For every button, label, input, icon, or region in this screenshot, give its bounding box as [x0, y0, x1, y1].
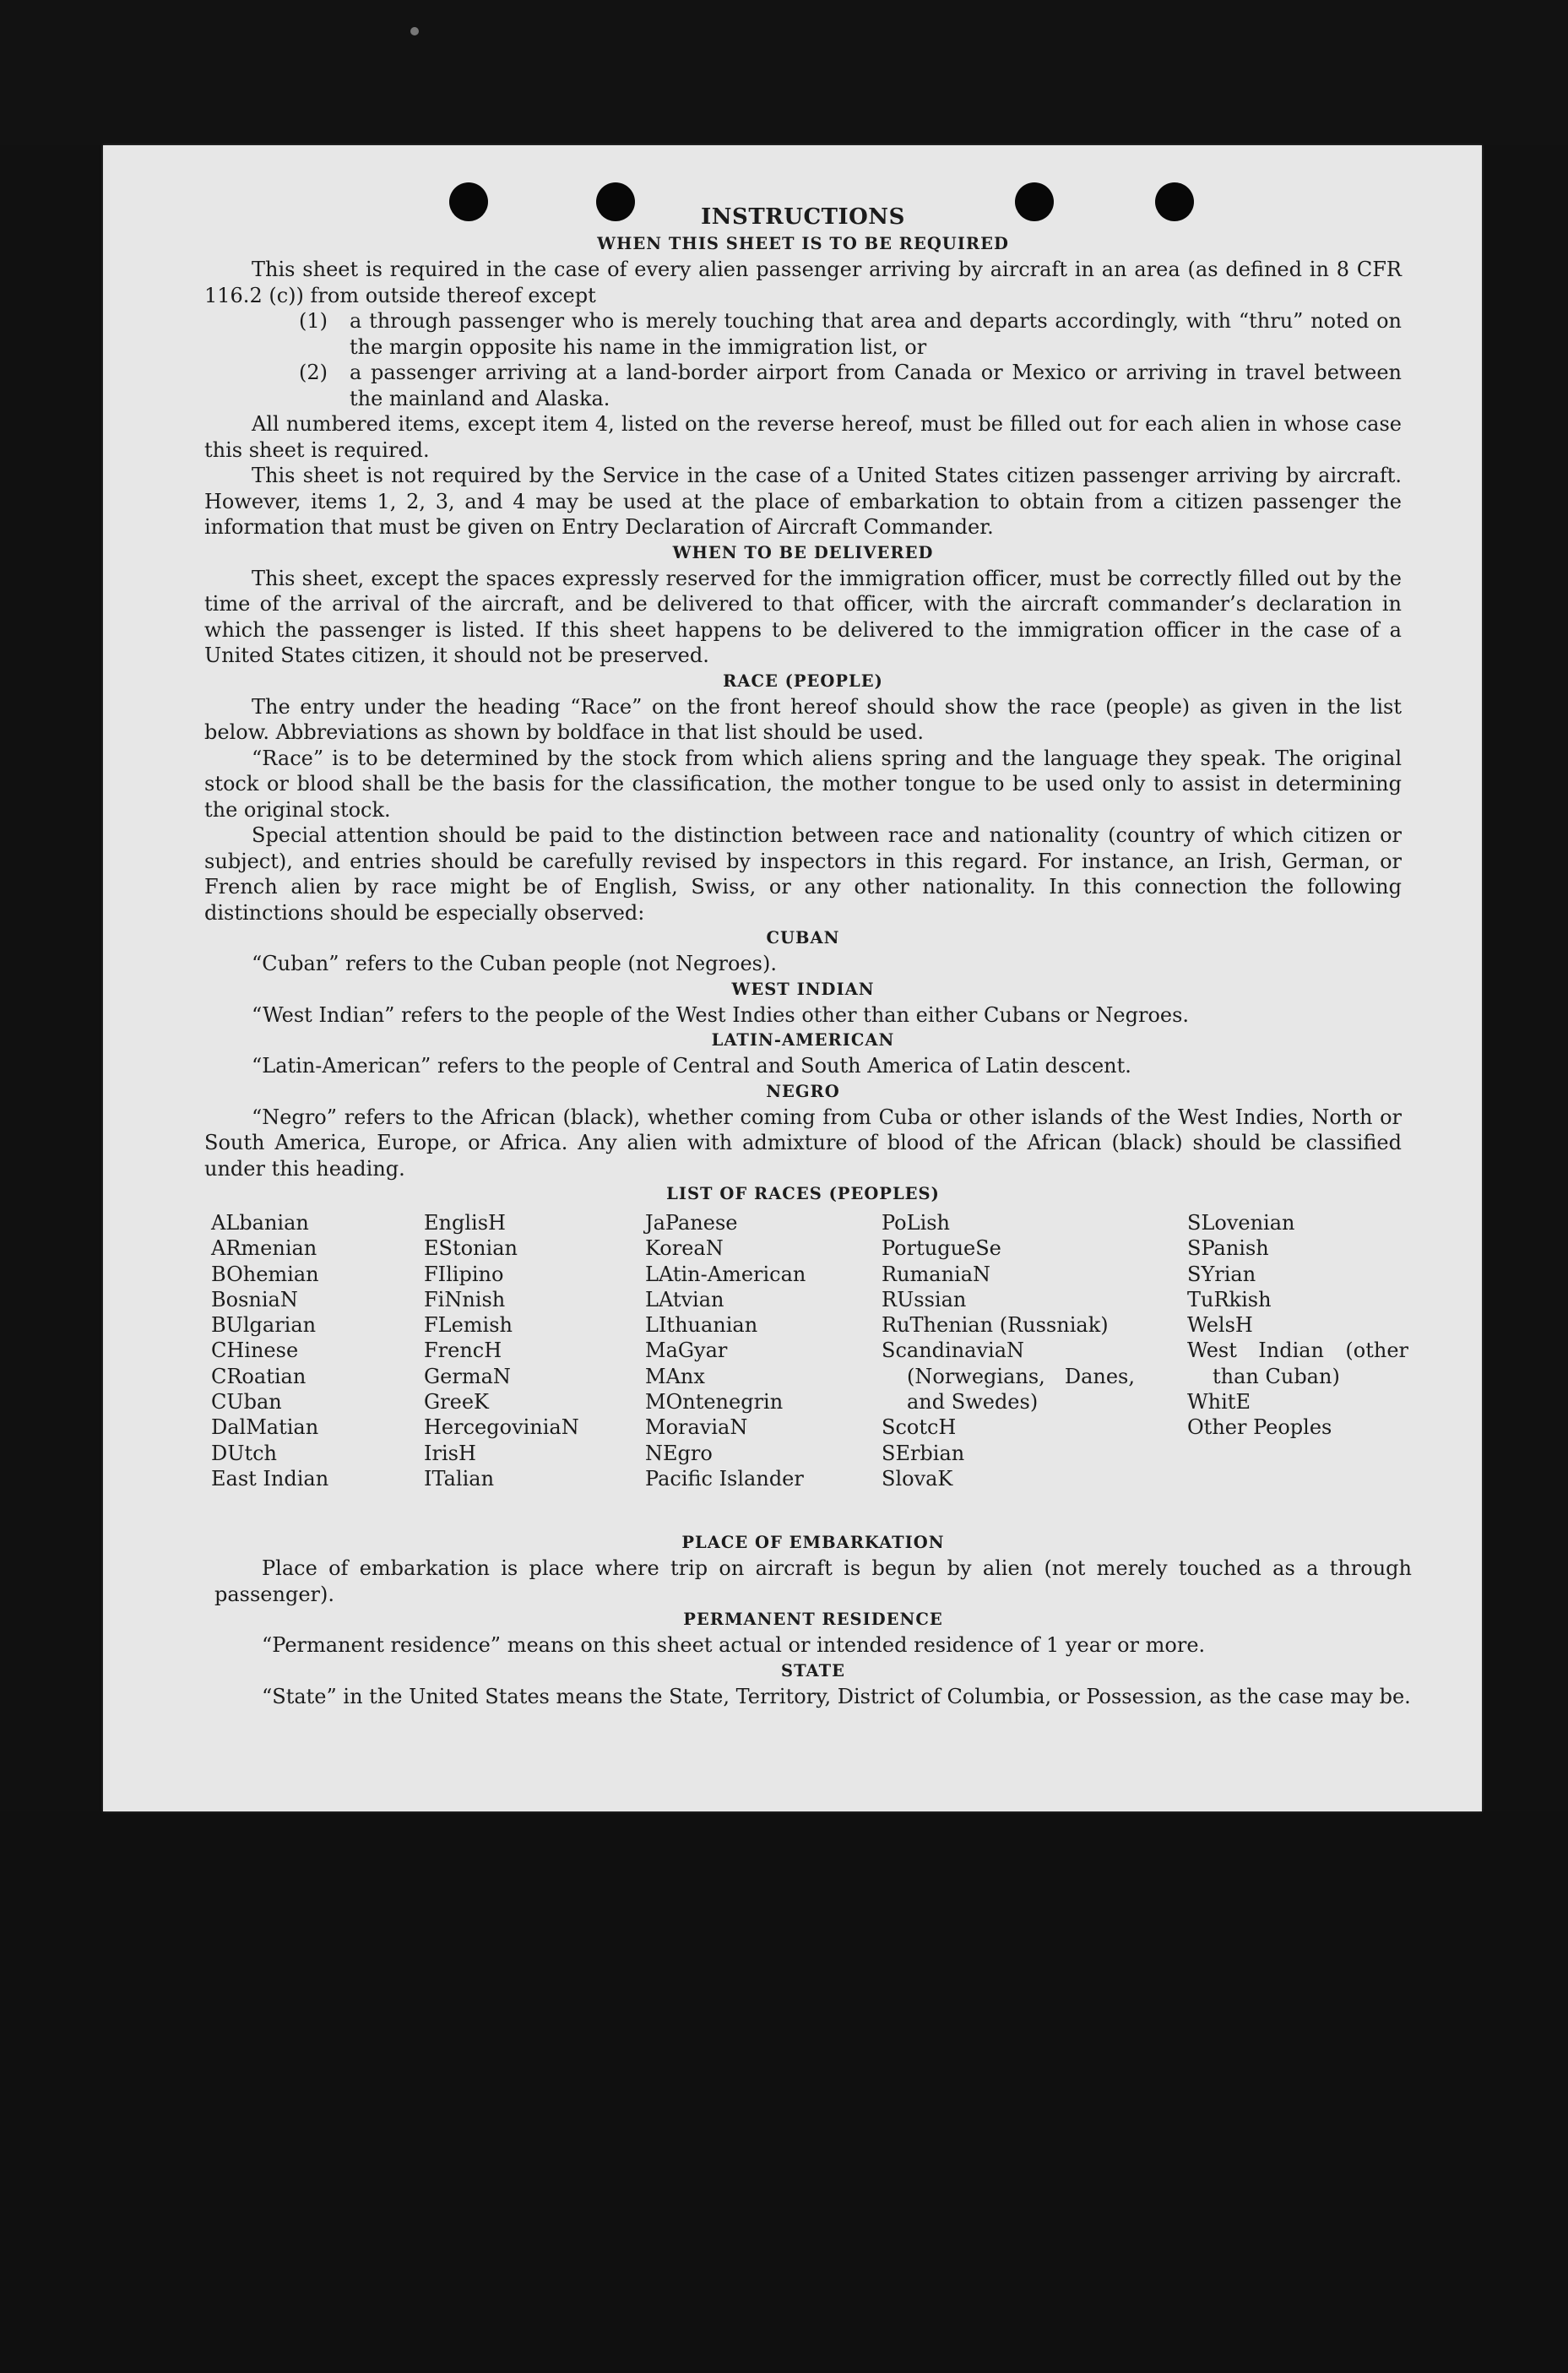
race-entry: LAtvian: [645, 1287, 724, 1311]
race-entry: LAtin-American: [645, 1262, 806, 1286]
exception-item: [204, 360, 1402, 411]
heading-required: WHEN THIS SHEET IS TO BE REQUIRED: [597, 234, 1009, 253]
race-entry: IrisH: [424, 1441, 476, 1465]
race-entry: SErbian: [882, 1441, 965, 1465]
heading-west-indian: WEST INDIAN: [731, 979, 875, 999]
race-entry: CHinese: [211, 1339, 299, 1363]
west-indian-text: “West Indian” refers to the people of the West Indies other than either Cubans or Negroes.: [252, 1002, 1190, 1027]
scan-background-bottom: [0, 1811, 1568, 2373]
races-column-2: [424, 1210, 643, 1491]
race-paragraph: Special attention should be paid to the distinction between race and nationality (country of which citizen or subject), and entries should be carefully revised by inspectors in this regard. For instance, an Irish, German, or French alien by race might be of English, Swiss, or any other nationality. In this connection the following distinctions should be especially observed:: [204, 823, 1402, 925]
race-entry: ALbanian: [211, 1211, 309, 1235]
residence-text: “Permanent residence” means on this sheet actual or intended residence of 1 year or more.: [262, 1633, 1206, 1657]
race-entry: SlovaK: [882, 1466, 953, 1491]
race-paragraph: The entry under the heading “Race” on the front hereof should show the race (people) as given in the list below. Abbreviations as shown by boldface in that list should be used.: [204, 694, 1402, 744]
race-entry: DUtch: [211, 1441, 278, 1465]
item-text: a through passenger who is merely touching that area and departs accordingly, with “thru” noted on the margin opposite his name in the immigration list, or: [350, 309, 1402, 359]
numbered-items-note: All numbered items, except item 4, listed on the reverse hereof, must be filled out for each alien in whose case this sheet is required.: [204, 412, 1402, 462]
race-entry: FiNnish: [424, 1287, 506, 1311]
races-column-4: [882, 1210, 1135, 1491]
race-entry: DalMatian: [211, 1415, 319, 1440]
race-entry: ScotcH: [882, 1415, 957, 1440]
race-entry: Pacific Islander: [645, 1466, 804, 1491]
required-intro: This sheet is required in the case of every alien passenger arriving by aircraft in an area (as defined in 8 CFR 116.2 (c)) from outside thereof except: [204, 258, 1402, 307]
item-number: (2): [299, 361, 328, 384]
race-entry: WelsH: [1187, 1313, 1253, 1338]
heading-latin-american: LATIN-AMERICAN: [711, 1030, 895, 1050]
item-text: a passenger arriving at a land-border airport from Canada or Mexico or arriving in travel between the mainland and Alaska.: [350, 361, 1402, 410]
heading-race: RACE (PEOPLE): [723, 671, 883, 691]
race-entry: RUssian: [882, 1287, 967, 1311]
race-entry: ITalian: [424, 1466, 495, 1491]
negro-text: “Negro” refers to the African (black), whether coming from Cuba or other islands of the West Indies, North or South America, Europe, or Africa. Any alien with admixture of blood of the African (black) should be classified under this heading.: [204, 1105, 1402, 1181]
latin-american-text: “Latin-American” refers to the people of Central and South America of Latin descent.: [252, 1054, 1131, 1078]
race-paragraph: “Race” is to be determined by the stock from which aliens spring and the language they speak. The original stock or blood shall be the basis for the classification, the mother tongue to be used only to assist in determining the original stock.: [204, 746, 1402, 822]
race-entry: SPanish: [1187, 1236, 1269, 1261]
instruction-sheet: [103, 145, 1482, 1811]
heading-state: STATE: [781, 1660, 845, 1681]
race-entry: FrencH: [424, 1339, 502, 1363]
item-number: (1): [299, 309, 328, 333]
race-entry: GermaN: [424, 1364, 511, 1388]
race-entry: PoLish: [882, 1211, 951, 1235]
race-entry: CRoatian: [211, 1364, 307, 1388]
race-entry: ScandinaviaN (Norwegians, Danes, and Swedes): [882, 1339, 1135, 1415]
races-column-1: [211, 1210, 414, 1491]
race-entry: JaPanese: [645, 1211, 738, 1235]
race-entry: EnglisH: [424, 1211, 506, 1235]
cuban-text: “Cuban” refers to the Cuban people (not Negroes).: [252, 952, 777, 975]
race-entry: ARmenian: [211, 1236, 317, 1261]
race-entry: WhitE: [1187, 1390, 1251, 1415]
race-entry: East Indian: [211, 1466, 329, 1491]
race-entry: TuRkish: [1187, 1287, 1272, 1311]
lower-instructions: [214, 1530, 1412, 1709]
instructions-body: [204, 203, 1408, 1491]
race-entry: BosniaN: [211, 1287, 298, 1311]
race-entry: SYrian: [1187, 1262, 1256, 1286]
race-entry: MaGyar: [645, 1339, 728, 1363]
race-entry: SLovenian: [1187, 1211, 1295, 1235]
embarkation-text: Place of embarkation is place where trip on aircraft is begun by alien (not merely touched as a through passenger).: [214, 1556, 1412, 1606]
race-entry: EStonian: [424, 1236, 518, 1261]
race-entry: MoraviaN: [645, 1415, 748, 1440]
state-text: “State” in the United States means the State, Territory, District of Columbia, or Possession, as the case may be.: [262, 1684, 1411, 1708]
scan-background-top: [0, 0, 1568, 145]
races-column-5: [1187, 1210, 1408, 1441]
race-entry: CUban: [211, 1390, 282, 1415]
race-entry: KoreaN: [645, 1236, 724, 1261]
race-entry: PortugueSe: [882, 1236, 1001, 1261]
race-entry: BUlgarian: [211, 1313, 317, 1338]
dust-speck: [410, 27, 419, 35]
page-title: INSTRUCTIONS: [701, 204, 905, 230]
citizen-note: This sheet is not required by the Service in the case of a United States citizen passenger arriving by aircraft. However, items 1, 2, 3, and 4 may be used at the place of embarkation to obtain from a citizen passenger the information that must be given on Entry Declaration of Aircraft Commander.: [204, 464, 1402, 539]
race-entry: West Indian (other than Cuban): [1187, 1339, 1408, 1388]
race-entry: GreeK: [424, 1390, 489, 1415]
race-entry: MAnx: [645, 1364, 705, 1388]
delivered-text: This sheet, except the spaces expressly reserved for the immigration officer, must be correctly filled out by the time of the arrival of the aircraft, and be delivered to that officer, with the aircraft commander’s declaration in which the passenger is listed. If this sheet happens to be delivered to the immigration officer in the case of a United States citizen, it should not be preserved.: [204, 566, 1402, 667]
heading-embarkation: PLACE OF EMBARKATION: [681, 1533, 945, 1552]
race-entry: NEgro: [645, 1441, 713, 1465]
exception-item: [204, 308, 1402, 360]
heading-residence: PERMANENT RESIDENCE: [683, 1610, 943, 1629]
heading-delivered: WHEN TO BE DELIVERED: [672, 542, 934, 562]
race-entry: FIlipino: [424, 1262, 504, 1286]
heading-cuban: CUBAN: [766, 928, 840, 948]
race-entry: RumaniaN: [882, 1262, 991, 1286]
race-entry: HercegoviniaN: [424, 1415, 579, 1440]
race-entry: Other Peoples: [1187, 1415, 1332, 1440]
races-list: [211, 1210, 1408, 1489]
race-entry: RuThenian (Russniak): [882, 1313, 1109, 1338]
race-entry: BOhemian: [211, 1262, 319, 1286]
races-column-3: [645, 1210, 877, 1491]
race-entry: LIthuanian: [645, 1313, 758, 1338]
race-entry: MOntenegrin: [645, 1390, 784, 1415]
heading-negro: NEGRO: [766, 1081, 840, 1101]
heading-list-of-races: LIST OF RACES (PEOPLES): [666, 1184, 940, 1203]
race-entry: FLemish: [424, 1313, 513, 1338]
